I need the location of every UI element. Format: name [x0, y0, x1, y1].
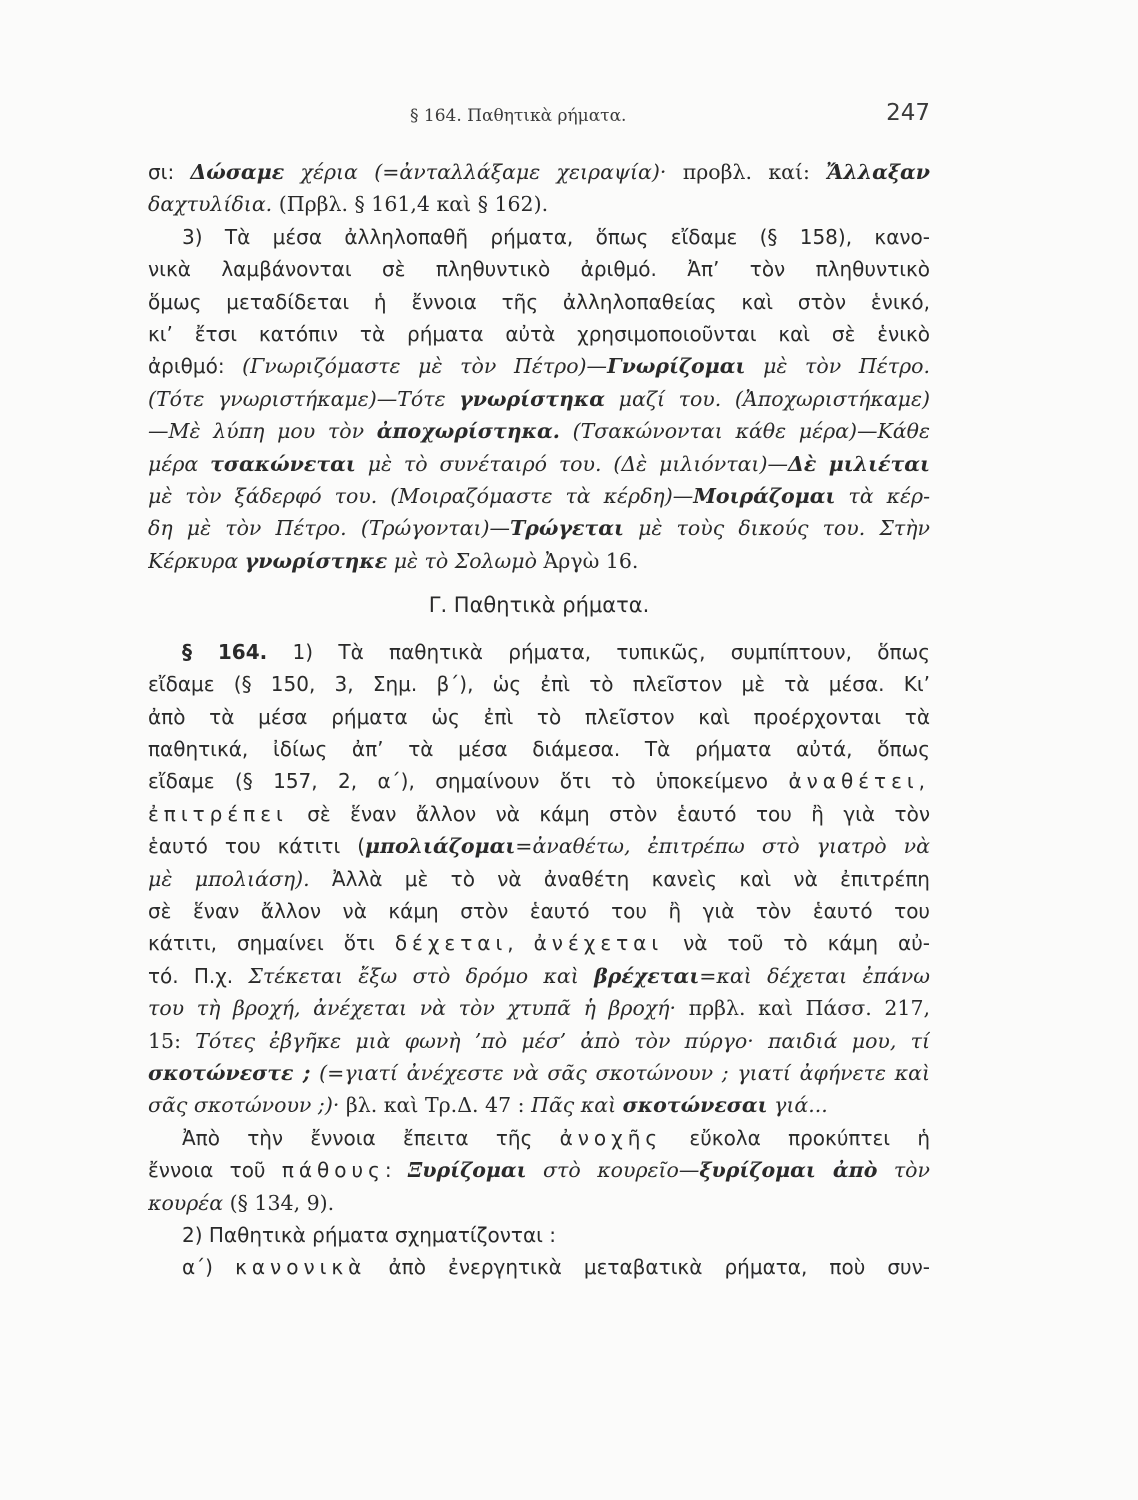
text-run: Ἀπὸ τὴν ἔννοια ἔπειτα τῆς	[182, 1125, 560, 1150]
spaced-term: ἀναθέτει,	[788, 769, 930, 794]
page-number: 247	[886, 100, 930, 126]
example-text: Τότες ἐβγῆκε μιὰ φωνὴ ’πὸ μέσ’ ἀπὸ τὸν πύργο· παιδιά μου, τί	[195, 1028, 930, 1053]
paragraph-start	[148, 1122, 930, 1154]
example-text: (=γιατί ἀνέχεστε νὰ σᾶς σκοτώνουν ; γιατί ἀφήνετε καὶ	[310, 1060, 930, 1085]
text-line	[148, 350, 930, 382]
text-line	[148, 863, 930, 895]
text-run: ἀριθμό:	[148, 354, 243, 379]
spaced-term: ἐπιτρέπει	[148, 801, 288, 826]
spaced-term: πάθους	[281, 1158, 385, 1183]
example-text: μὲ τὸ συνέταιρό του. (Δὲ μιλιόνται)—	[355, 451, 788, 476]
text-run: Ἀργὼ 16.	[536, 548, 639, 573]
text-line: ἀπὸ τὰ μέσα ρήματα ὡς ἐπὶ τὸ πλεῖστον καὶ προέρχονται τὰ	[148, 704, 930, 729]
text-run: ἑαυτό του κάτιτι (	[148, 834, 365, 859]
paragraph-start	[148, 1251, 930, 1283]
text-line	[148, 798, 930, 830]
example-text: μὲ τοὺς δικούς του. Στὴν	[623, 516, 930, 541]
text-line	[148, 830, 930, 862]
bold-term: σκοτώνεσαι	[622, 1093, 768, 1118]
text-line	[148, 1154, 930, 1186]
example-text: μέρα	[148, 451, 211, 476]
text-run: πρβλ. καὶ Πάσσ. 217,	[676, 996, 930, 1021]
paragraph-start: 2) Παθητικὰ ρήματα σχηματίζονται :	[182, 1223, 557, 1247]
paragraph-start: 3) Τὰ μέσα ἀλληλοπαθῆ ρήματα, ὅπως εἴδαμε (§ 158), κανο-	[182, 224, 930, 249]
bold-term: βρέχεται	[594, 963, 700, 988]
bold-term: Μοιράζομαι	[693, 484, 836, 509]
text-run: βλ. καὶ Τρ.Δ. 47 :	[339, 1093, 532, 1118]
example-text: (Γνωριζόμαστε μὲ τὸν Πέτρο)—	[242, 354, 608, 379]
example-text: Στέκεται ἔξω στὸ δρόμο καὶ	[248, 963, 595, 988]
example-text: δη μὲ τὸν Πέτρο. (Τρώγονται)—	[148, 516, 511, 541]
text-line	[148, 1089, 930, 1121]
bold-term: Δὲ μιλιέται	[787, 451, 930, 476]
bold-term: ἀποχωρίστηκα.	[376, 419, 560, 444]
spaced-term: κανονικὰ	[235, 1255, 367, 1280]
text-run: 15:	[148, 1028, 196, 1053]
text-line: εἴδαμε (§ 150, 3, Σημ. β΄), ὡς ἐπὶ τὸ πλεῖστον μὲ τὰ μέσα. Κι’	[148, 672, 930, 697]
text-line	[148, 1025, 930, 1057]
text-run: (Πρβλ. § 161,4 καὶ § 162).	[272, 192, 549, 217]
example-text: κουρέα	[148, 1190, 224, 1215]
bold-term: Ξυρίζομαι	[407, 1158, 527, 1183]
text-line	[148, 512, 930, 544]
text-line: ὅμως μεταδίδεται ἡ ἔννοια τῆς ἀλληλοπαθείας καὶ στὸν ἑνικό,	[148, 289, 930, 314]
example-text: τὸν	[877, 1158, 930, 1183]
text-run: τό. Π.χ.	[148, 963, 249, 988]
text-line: σὲ ἕναν ἄλλον νὰ κάμη στὸν ἑαυτό του ἢ γιὰ τὸν ἑαυτό του	[148, 898, 930, 923]
section-heading: Γ. Παθητικὰ ρήματα.	[428, 593, 650, 618]
example-text: (Τσακώνονται κάθε μέρα)—Κάθε	[559, 419, 930, 444]
text-line	[148, 415, 930, 447]
text-run: ἔννοια τοῦ	[148, 1158, 282, 1183]
text-run: εἴδαμε (§ 157, 2, α΄), σημαίνουν ὅτι τὸ ὑποκείμενο	[148, 769, 789, 794]
example-text: (Τότε γνωριστήκαμε)—Τότε	[148, 386, 460, 411]
example-text: του τὴ βροχή, ἀνέχεται νὰ τὸν χτυπᾶ ἡ βροχή·	[148, 996, 677, 1021]
example-text: μὲ μπολιάση).	[148, 866, 310, 891]
text-line	[148, 156, 930, 188]
text-line: νικὰ λαμβάνονται σὲ πληθυντικὸ ἀριθμό. Ἀπ’ τὸν πληθυντικὸ	[148, 257, 930, 282]
text-run: προβλ. καί:	[666, 160, 827, 184]
bold-term: μπολιάζομαι	[365, 834, 516, 859]
example-text: Κέρκυρα	[148, 548, 245, 573]
example-text: μὲ τὸν ξάδερφό του. (Μοιραζόμαστε τὰ κέρδη)—	[148, 484, 694, 509]
text-run: Ἀλλὰ μὲ τὸ νὰ ἀναθέτη κανεὶς καὶ νὰ ἐπιτρέπη	[309, 866, 930, 891]
text-run: ,	[507, 931, 534, 956]
example-text: =ἀναθέτω, ἐπιτρέπω στὸ γιατρὸ νὰ	[515, 834, 930, 859]
text-line	[148, 765, 930, 797]
example-text: μὲ τὸν Πέτρο.	[745, 354, 930, 379]
text-line: κι’ ἔτσι κατόπιν τὰ ρήματα αὐτὰ χρησιμοποιοῦνται καὶ σὲ ἑνικὸ	[148, 322, 930, 347]
text-line	[148, 960, 930, 992]
text-line	[148, 1057, 930, 1089]
spaced-term: ἀνέχεται	[533, 931, 664, 956]
example-text: —Μὲ λύπη μου τὸν	[148, 419, 377, 444]
page-body	[148, 156, 930, 1284]
text-run: σι:	[148, 160, 191, 184]
bold-term: Ἄλλαξαν	[826, 160, 930, 184]
section-number: § 164.	[182, 639, 268, 664]
bold-term: τσακώνεται	[210, 451, 356, 476]
text-line: παθητικά, ἰδίως ἀπ’ τὰ μέσα διάμεσα. Τὰ ρήματα αὐτά, ὅπως	[148, 736, 930, 761]
text-run: α΄)	[182, 1255, 236, 1280]
bold-term: Γνωρίζομαι	[607, 354, 746, 379]
text-line	[148, 927, 930, 959]
paragraph-start	[148, 636, 930, 668]
bold-term: γνωρίστηκα	[459, 386, 606, 411]
example-text: μὲ τὸ Σολωμὸ	[387, 548, 537, 573]
bold-term: γνωρίστηκε	[244, 548, 388, 573]
bold-term: ξυρίζομαι ἀπὸ	[699, 1158, 878, 1183]
example-text: Πᾶς καὶ	[531, 1093, 623, 1118]
spaced-term: δέχεται	[394, 931, 508, 956]
text-run: ἀπὸ ἐνεργητικὰ μεταβατικὰ ρήματα, ποὺ συν-	[366, 1255, 930, 1280]
text-run: (§ 134, 9).	[223, 1190, 335, 1215]
example-text: σᾶς σκοτώνουν ;)·	[148, 1093, 340, 1118]
text-line	[148, 1187, 930, 1219]
text-line	[148, 992, 930, 1024]
text-line	[148, 383, 930, 415]
text-run: :	[384, 1158, 408, 1183]
bold-term: σκοτώνεστε ;	[148, 1060, 311, 1085]
example-text: =καὶ δέχεται ἐπάνω	[699, 963, 930, 988]
text-run: κάτιτι, σημαίνει ὅτι	[148, 931, 395, 956]
bold-term: Τρώγεται	[510, 516, 624, 541]
spaced-term: ἀνοχῆς	[559, 1125, 663, 1150]
text-run: 1) Τὰ παθητικὰ ρήματα, τυπικῶς, συμπίπτουν, ὅπως	[267, 639, 930, 664]
bold-term: Δώσαμε	[190, 160, 285, 184]
example-text: τὰ κέρ-	[835, 484, 930, 509]
text-run: εὔκολα προκύπτει ἡ	[662, 1125, 930, 1150]
text-line	[148, 480, 930, 512]
text-run: σὲ ἕναν ἄλλον νὰ κάμη στὸν ἑαυτό του ἢ γιὰ τὸν	[287, 801, 930, 826]
text-line	[148, 545, 930, 577]
running-header	[150, 100, 930, 140]
header-title: § 164. Παθητικὰ ρήματα.	[410, 106, 627, 126]
example-text: χέρια (=ἀνταλλάξαμε χειραψία)·	[284, 160, 667, 184]
example-text: στὸ κουρεῖο—	[526, 1158, 700, 1183]
text-line	[148, 448, 930, 480]
text-line	[148, 188, 930, 220]
example-text: δαχτυλίδια.	[148, 192, 273, 217]
example-text: μαζί του. (Ἀποχωριστήκαμε)	[605, 386, 930, 411]
example-text: γιά...	[767, 1093, 828, 1118]
text-run: νὰ τοῦ τὸ κάμη αὐ-	[663, 931, 930, 956]
